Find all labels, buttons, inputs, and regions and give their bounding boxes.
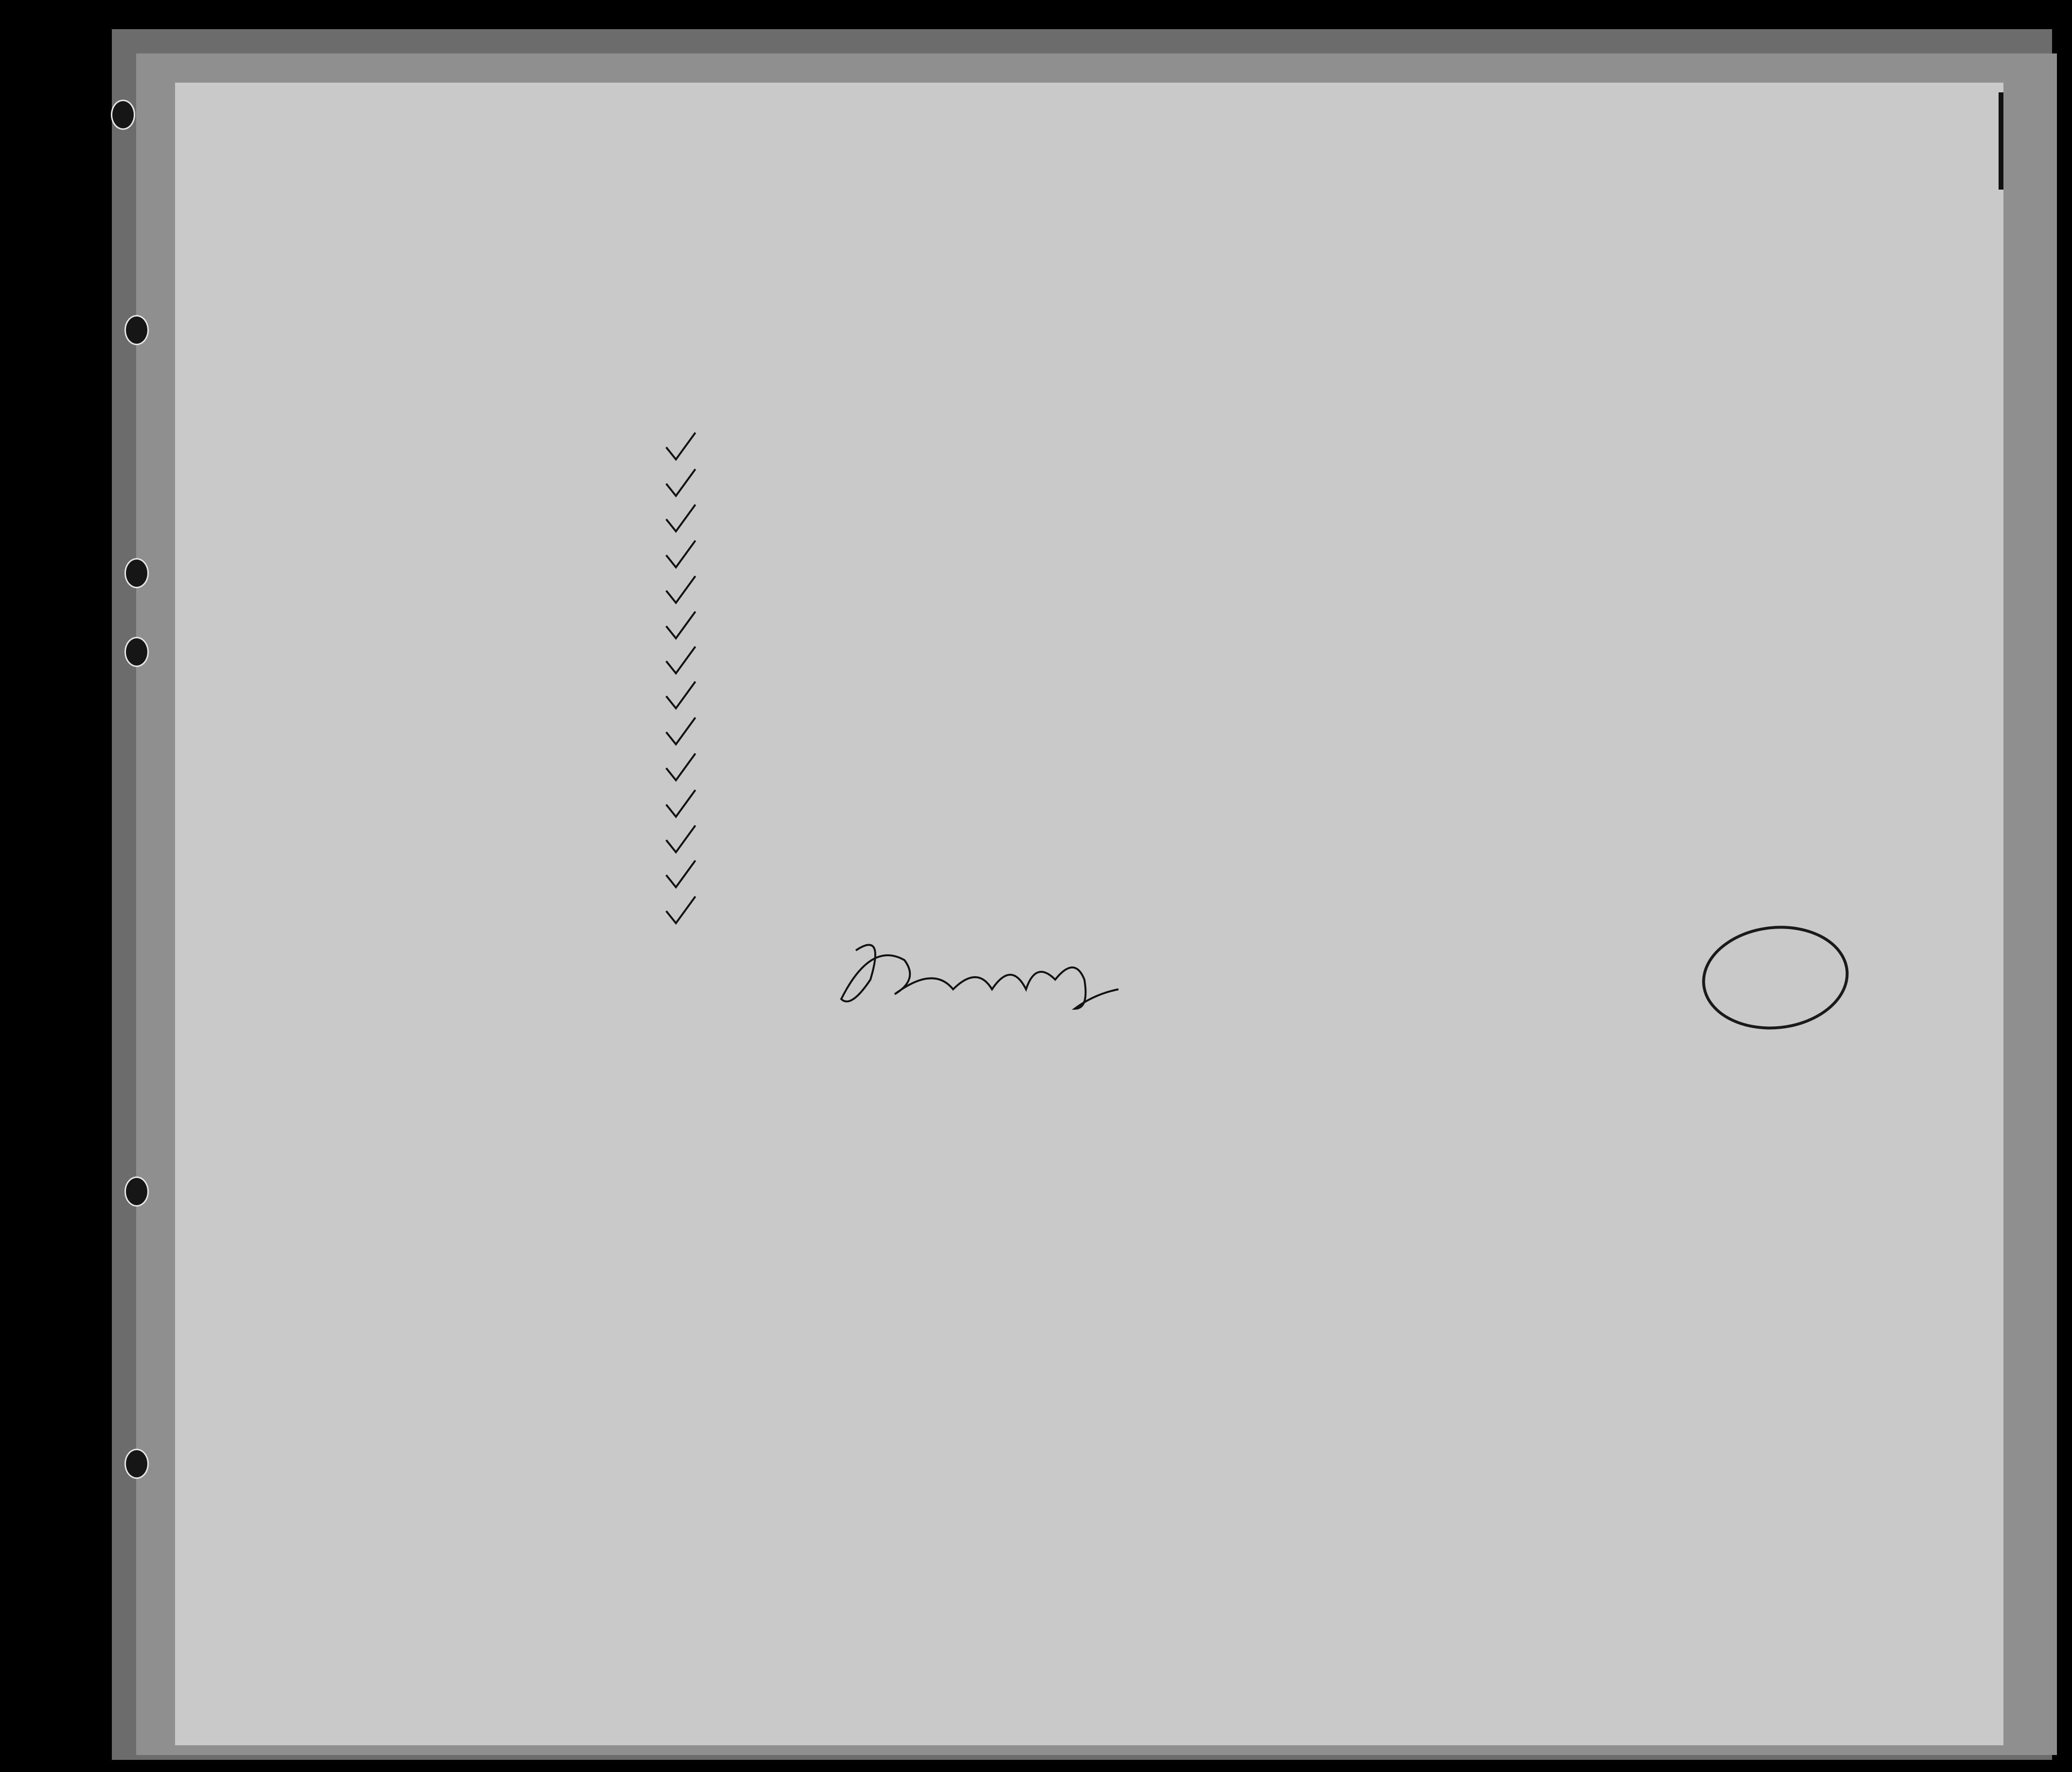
- stamp-top: [1735, 932, 1807, 940]
- check-marks: [666, 433, 695, 923]
- stamp-bottom: [1717, 991, 1838, 1003]
- stamp-date: [1709, 961, 1840, 975]
- signature-scrawl: [841, 945, 1118, 1009]
